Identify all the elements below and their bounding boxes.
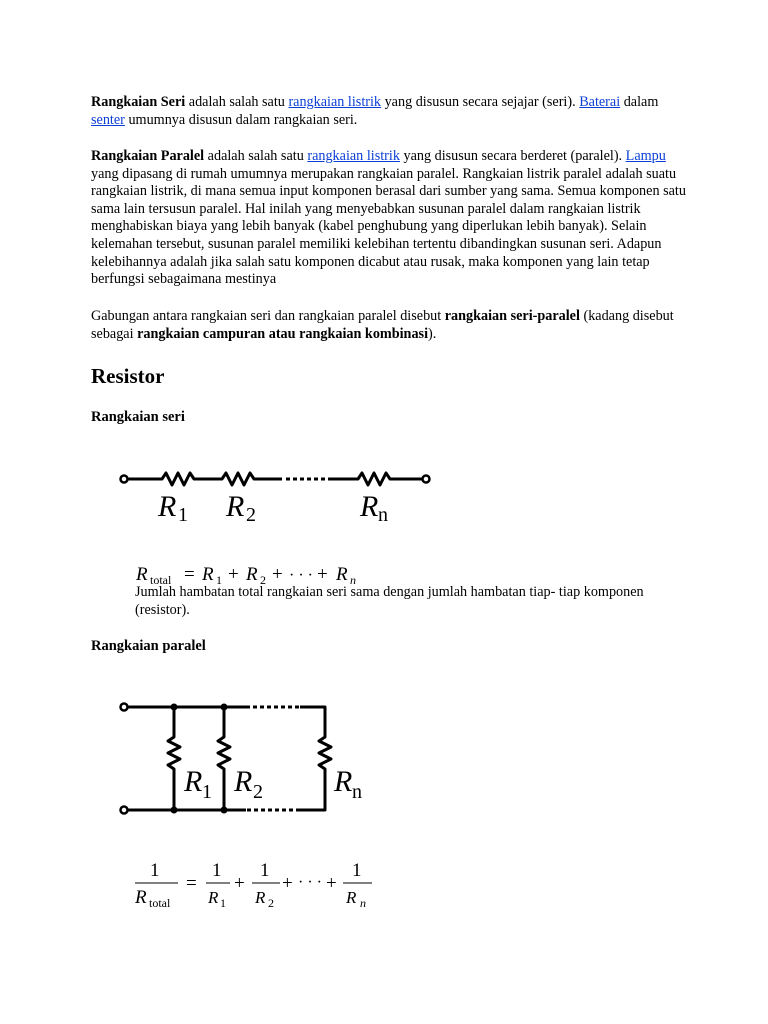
formula-plus1: + xyxy=(228,564,239,585)
formula-plus3: + xyxy=(317,564,328,585)
term-combination: rangkaian campuran atau rangkaian kombinasi xyxy=(137,325,429,342)
frac-num-total: 1 xyxy=(150,860,160,881)
formula-sub2: 2 xyxy=(260,573,266,587)
text: yang disusun secara sejajar (seri). xyxy=(381,94,580,110)
section-heading-resistor: Resistor xyxy=(91,364,165,388)
text: Gabungan antara rangkaian seri dan rangkaian paralel disebut xyxy=(91,308,445,324)
formula-r2: R xyxy=(246,564,258,585)
frac-den-subn: n xyxy=(360,896,366,910)
text: (kadang disebut sebagai xyxy=(91,308,674,342)
frac-den-r2: R xyxy=(255,888,266,907)
formula-sub-total: total xyxy=(150,573,172,587)
formula-plus2: + xyxy=(272,564,283,585)
frac-den-rn: R xyxy=(346,888,357,907)
paragraph-parallel-definition xyxy=(91,148,691,289)
term-series-parallel: rangkaian seri-paralel xyxy=(444,308,580,324)
formula-dots: · · · xyxy=(298,874,322,891)
label-p-r2-sub: 2 xyxy=(253,781,263,803)
term-series: Rangkaian Seri xyxy=(91,94,186,110)
formula-eq: = xyxy=(186,873,197,894)
parallel-formula xyxy=(132,855,382,911)
link-lampu[interactable]: Lampu xyxy=(625,148,666,164)
label-rn-sub: n xyxy=(378,504,388,526)
label-p-rn-sub: n xyxy=(352,781,362,803)
series-description: Jumlah hambatan total rangkaian seri sama dengan jumlah hambatan tiap- tiap komponen (resistor). xyxy=(135,584,644,618)
series-circuit-diagram xyxy=(110,455,440,530)
formula-plus2: + xyxy=(282,873,293,894)
link-rangkaian-listrik-2[interactable]: rangkaian listrik xyxy=(307,148,400,164)
formula-subn: n xyxy=(350,573,356,587)
frac-den-sub1: 1 xyxy=(220,896,226,910)
label-r1-sub: 1 xyxy=(178,504,188,526)
link-rangkaian-listrik[interactable]: rangkaian listrik xyxy=(288,94,382,110)
text: dalam xyxy=(620,94,659,110)
formula-r1: R xyxy=(202,564,214,585)
frac-num-1: 1 xyxy=(212,860,222,881)
formula-plus1: + xyxy=(234,873,245,894)
label-p-r1: R xyxy=(184,765,203,798)
label-r1: R xyxy=(158,490,177,523)
frac-num-n: 1 xyxy=(352,860,362,881)
formula-eq: = xyxy=(184,564,195,585)
frac-num-2: 1 xyxy=(260,860,270,881)
label-p-r2: R xyxy=(234,765,253,798)
text: adalah salah satu xyxy=(204,148,308,164)
frac-den-r: R xyxy=(135,887,147,908)
text: yang dipasang di rumah umumnya merupakan rangkaian paralel. Rangkaian listrik paralel adalah suatu rangkaian listrik, di mana semua input komponen berasal dari sumber yang sama. Semua komponen satu sama lain tersusun paralel. Hal inilah yang menyebabkan susunan paralel dalam rangkaian listrik menghabiskan biaya yang lebih banyak (kabel penghubung yang diperlukan lebih banyak). Selain kelemahan tersebut, susunan paralel memiliki kelebihan tertentu dibandingkan susunan seri. Adapun kelebihannya adalah jika salah satu komponen dicabut atau rusak, maka komponen yang lain tetap berfungsi sebagaimana mestinya xyxy=(91,165,686,288)
label-r2-sub: 2 xyxy=(246,504,256,526)
subheading-parallel: Rangkaian paralel xyxy=(91,638,206,654)
text: umumnya disusun dalam rangkaian seri. xyxy=(124,111,358,128)
text: yang disusun secara berderet (paralel). xyxy=(399,148,626,164)
label-r2: R xyxy=(226,490,245,523)
formula-r: R xyxy=(136,564,148,585)
text: adalah salah satu xyxy=(185,94,289,110)
text: ). xyxy=(428,325,437,342)
frac-den-sub-total: total xyxy=(149,896,171,910)
subheading-series: Rangkaian seri xyxy=(91,409,185,425)
label-rn: R xyxy=(360,490,379,523)
formula-sub1: 1 xyxy=(216,573,222,587)
frac-den-sub2: 2 xyxy=(268,896,274,910)
term-parallel: Rangkaian Paralel xyxy=(91,148,205,164)
link-baterai[interactable]: Baterai xyxy=(579,94,621,110)
paragraph-series-parallel xyxy=(91,308,691,343)
label-p-r1-sub: 1 xyxy=(202,781,212,803)
series-formula xyxy=(132,560,372,588)
label-p-rn: R xyxy=(334,765,353,798)
formula-dots: · · · xyxy=(289,567,313,584)
formula-plus3: + xyxy=(326,873,337,894)
paragraph-series-definition xyxy=(91,94,691,129)
link-senter[interactable]: senter xyxy=(91,111,125,128)
parallel-circuit-diagram xyxy=(110,695,380,820)
formula-rn: R xyxy=(336,564,348,585)
frac-den-r1: R xyxy=(208,888,219,907)
